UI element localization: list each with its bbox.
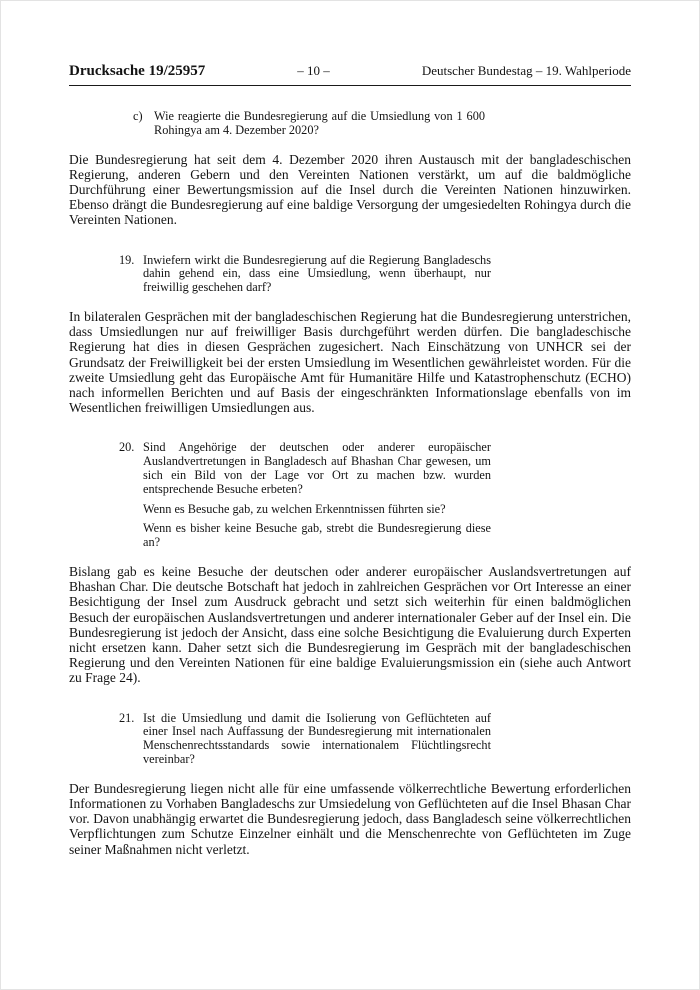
question-label: c) <box>133 109 143 123</box>
question-block-c <box>133 110 485 138</box>
header-parliament-label: Deutscher Bundestag – 19. Wahlperiode <box>421 63 631 78</box>
document-type-label: Drucksache <box>69 63 145 79</box>
document-number: 19/25957 <box>148 63 206 79</box>
answer-paragraph-20: Bislang gab es keine Besuche der deutschen oder anderer europäischer Auslandsvertretungen auf Bhashan Char. Die deutsche Botschaft hat jedoch in zahlreichen Gesprächen vor Ort Interesse an einer Besichtigung der Insel zum Ausdruck gebracht und setzt sich weiterhin für einen baldmöglichen Besuch der europäischen Auslandsvertretungen und anderer internationaler Geber auf der Insel ein. Die Bundesregierung ist jedoch der Ansicht, dass eine solche Besichtigung die Evaluierung durch Experten nicht ersetzen kann. Daher setzt sich die Bundesregierung im Gespräch mit der bangladeschischen Regierung und den Vereinten Nationen für eine baldige Evaluierungsmission ein (siehe auch Antwort zu Frage 24). <box>69 564 631 686</box>
document-id <box>69 63 205 80</box>
question-block-21 <box>119 712 491 767</box>
header-rule <box>69 85 631 86</box>
question-block-20 <box>119 441 491 550</box>
question-block-19 <box>119 254 491 295</box>
page-header <box>69 63 631 80</box>
answer-paragraph-21: Der Bundesregierung liegen nicht alle für eine umfassende völkerrechtliche Bewertung erforderlichen Informationen zu Vorhaben Bangladeschs zur Umsiedelung von Geflüchteten auf die Insel Bhasan Char vor. Davon unabhängig erwartet die Bundesregierung jedoch, dass Bangladesch seine völkerrechtlichen Verpflichtungen zum Schutze Einzelner einhält und die Menschenrechte von Geflüchteten im Zuge seiner Maßnahmen nicht verletzt. <box>69 780 631 857</box>
question-label: 19. <box>119 252 135 267</box>
question-label: 20. <box>119 440 135 455</box>
question-body <box>143 441 491 550</box>
question-subtext-2: Wenn es bisher keine Besuche gab, strebt die Bundesregierung diese an? <box>143 521 491 550</box>
answer-paragraph-c: Die Bundesregierung hat seit dem 4. Dezember 2020 ihren Austausch mit der bangladeschischen Regierung, anderen Gebern und den Vereinten Nationen verstärkt, um auf die baldmögliche Durchführung einer Bewertungsmission auf die Insel durch die Vereinten Nationen hinzuwirken. Ebenso drängt die Bundesregierung auf eine baldige Versorgung der umgesiedelten Rohingya durch die Vereinten Nationen. <box>69 151 631 228</box>
page-number: – 10 – <box>297 63 330 78</box>
answer-paragraph-19: In bilateralen Gesprächen mit der bangladeschischen Regierung hat die Bundesregierung unterstrichen, dass Umsiedlungen nur auf freiwilliger Basis durchgeführt werden dürfen. Die bangladeschische Regierung hat dies in diesen Gesprächen zugesichert. Nach Einschätzung von UNHCR sei der Grundsatz der Freiwilligkeit bei der ersten Umsiedlung im Wesentlichen gewährleistet worden. Für die zweite Umsiedlung geht das Europäische Amt für Humanitäre Hilfe und Katastrophenschutz (ECHO) nach informellen Berichten und auf Basis der eingeschränkten Informationslage ebenfalls von im Wesentlichen freiwilligen Umsiedlungen aus. <box>69 309 631 416</box>
question-subtext-1: Wenn es Besuche gab, zu welchen Erkenntnissen führten sie? <box>143 501 446 516</box>
question-text: Sind Angehörige der deutschen oder anderer europäischer Auslandvertretungen in Bangladesch auf Bhashan Char gewesen, um sich ein Bild von der Lage vor Ort zu machen bzw. wurden entsprechende Besuche erbeten? <box>143 440 491 496</box>
question-text: Inwiefern wirkt die Bundesregierung auf die Regierung Bangladeschs dahin gehend ein, dass eine Umsiedlung, wenn überhaupt, nur freiwillig geschehen darf? <box>143 252 491 295</box>
question-text: Wie reagierte die Bundesregierung auf die Umsiedlung von 1 600 Rohingya am 4. Dezember 2020? <box>154 109 485 137</box>
question-text: Ist die Umsiedlung und damit die Isolierung von Geflüchteten auf einer Insel nach Auffassung der Bundesregierung mit internationalen Menschenrechtsstandards sowie internationalem Flüchtlingsrecht vereinbar? <box>143 710 491 767</box>
question-label: 21. <box>119 710 135 725</box>
